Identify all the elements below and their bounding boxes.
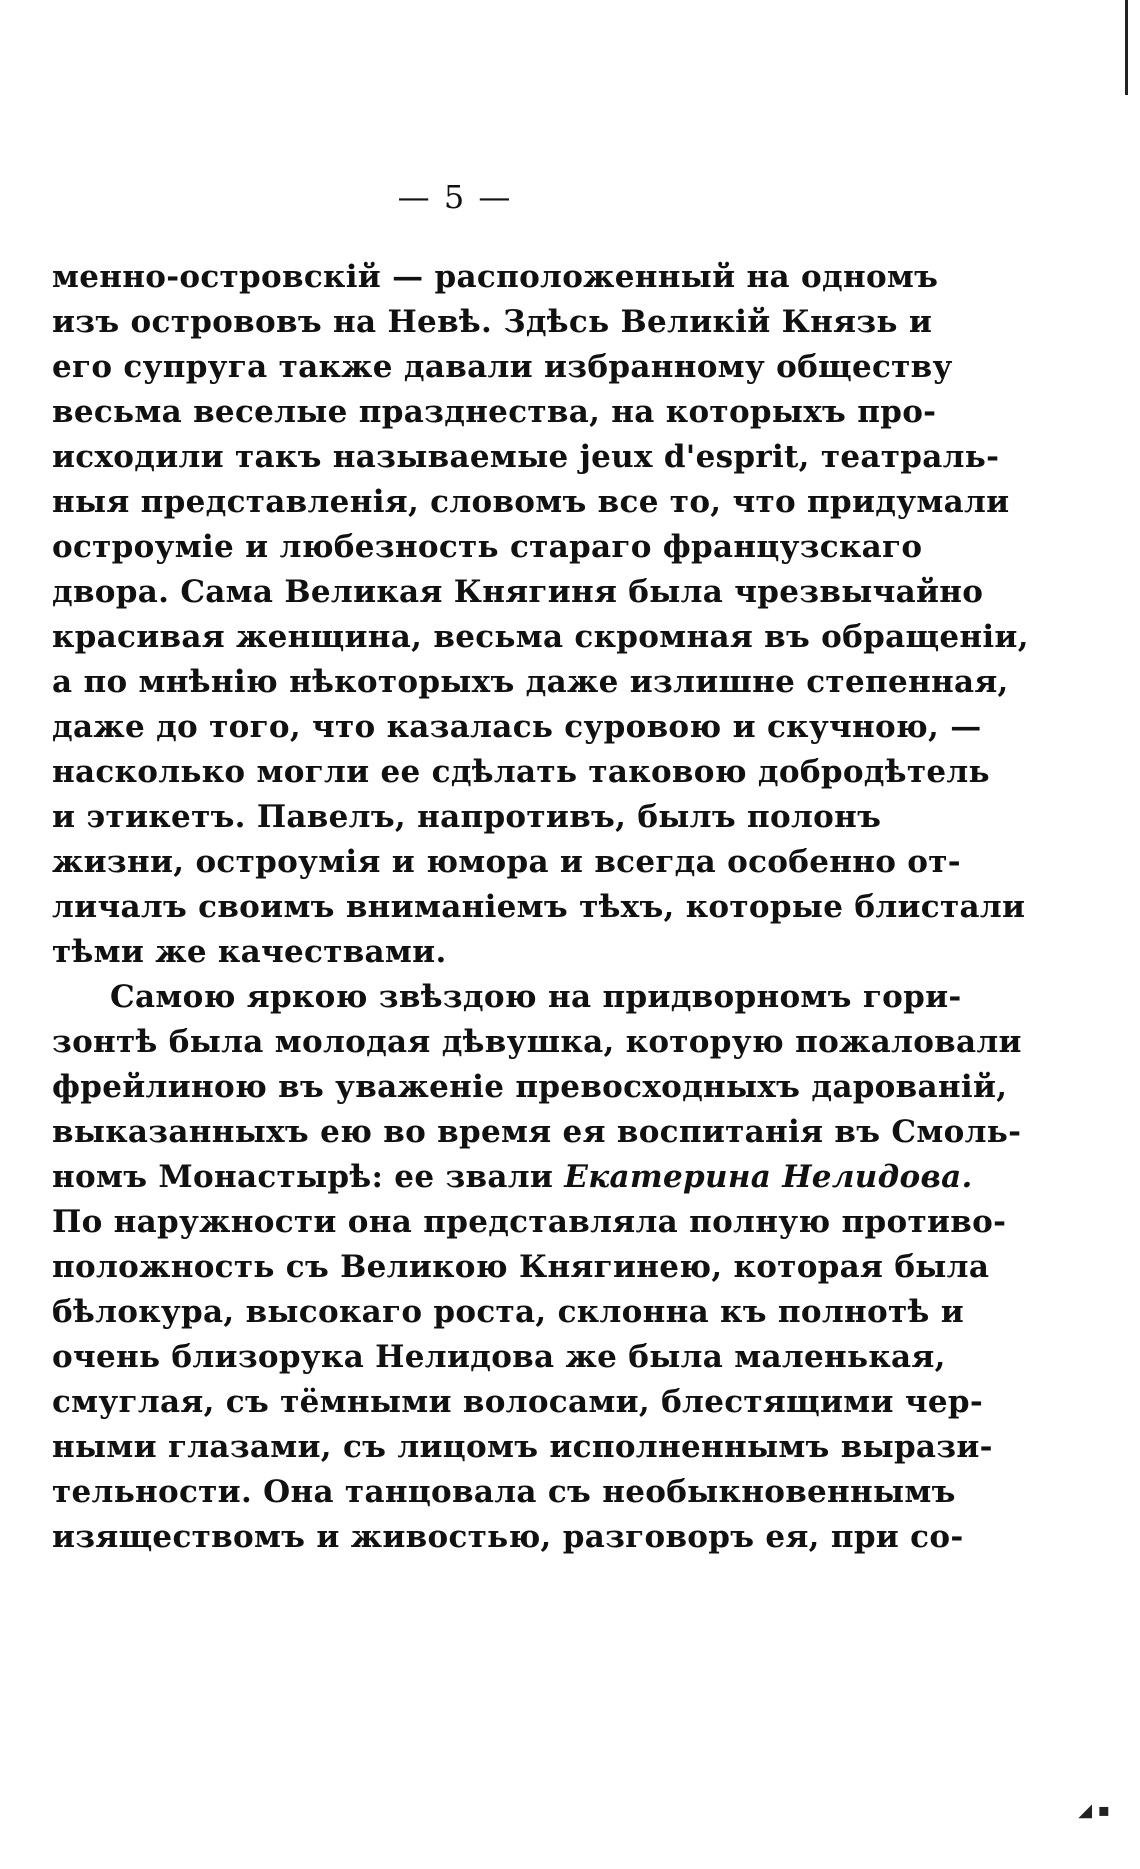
text-line: жизни, остроумія и юмора и всегда особенно от- bbox=[52, 844, 961, 880]
text-line: менно-островскій — расположенный на одномъ bbox=[52, 259, 939, 295]
text-line: весьма веселые празднества, на которыхъ про- bbox=[52, 394, 937, 430]
text-line: личалъ своимъ вниманіемъ тѣхъ, которые блистали bbox=[52, 889, 1026, 925]
text-line-start: номъ Монастырѣ: ее звали bbox=[52, 1159, 554, 1195]
text-line: выказанныхъ ею во время ея воспитанія въ Смоль- bbox=[52, 1114, 1022, 1150]
italic-name: Екатерина Нелидова. bbox=[564, 1159, 973, 1195]
text-line: ныя представленія, словомъ все то, что придумали bbox=[52, 484, 1010, 520]
text-line: Самою яркою звѣздою на придворномъ гори- bbox=[110, 979, 962, 1015]
text-line: остроуміе и любезность стараго французскаго bbox=[52, 529, 923, 565]
text-line: изяществомъ и живостью, разговоръ ея, при со- bbox=[52, 1519, 964, 1555]
text-line: зонтѣ была молодая дѣвушка, которую пожаловали bbox=[52, 1024, 1022, 1060]
text-line: двора. Сама Великая Княгиня была чрезвычайно bbox=[52, 574, 984, 610]
text-line-with-name bbox=[52, 1155, 973, 1200]
text-line: тѣми же качествами. bbox=[52, 934, 447, 970]
text-line: насколько могли ее сдѣлать таковою добродѣтель bbox=[52, 754, 990, 790]
text-line: а по мнѣнію нѣкоторыхъ даже излишне степенная, bbox=[52, 664, 1009, 700]
text-line: смуглая, съ тёмными волосами, блестящими чер- bbox=[52, 1384, 984, 1420]
text-line: даже до того, что казалась суровою и скучною, — bbox=[52, 709, 982, 745]
text-line: бѣлокура, высокаго роста, склонна къ полнотѣ и bbox=[52, 1294, 964, 1330]
text-line: положность съ Великою Княгинею, которая была bbox=[52, 1249, 990, 1285]
corner-mark-icon: ◢ ▪ bbox=[1078, 1800, 1110, 1821]
text-line: его супруга также давали избранному обществу bbox=[52, 349, 953, 385]
text-line: очень близорука Нелидова же была маленькая, bbox=[52, 1339, 946, 1375]
page-number: — 5 — bbox=[397, 178, 513, 216]
text-line: ными глазами, съ лицомъ исполненнымъ вырази- bbox=[52, 1429, 993, 1465]
text-line: фрейлиною въ уваженіе превосходныхъ дарованій, bbox=[52, 1069, 1008, 1105]
text-line: исходили такъ называемые jeux d'esprit, театраль- bbox=[52, 439, 1000, 475]
text-line: и этикетъ. Павелъ, напротивъ, былъ полонъ bbox=[52, 799, 882, 835]
body-text bbox=[52, 255, 1029, 1560]
page-edge-line bbox=[1125, 0, 1128, 95]
text-line: красивая женщина, весьма скромная въ обращеніи, bbox=[52, 619, 1029, 655]
text-line: тельности. Она танцовала съ необыкновеннымъ bbox=[52, 1474, 956, 1510]
text-line: изъ острововъ на Невѣ. Здѣсь Великій Князь и bbox=[52, 304, 933, 340]
text-line: По наружности она представляла полную противо- bbox=[52, 1204, 1007, 1240]
